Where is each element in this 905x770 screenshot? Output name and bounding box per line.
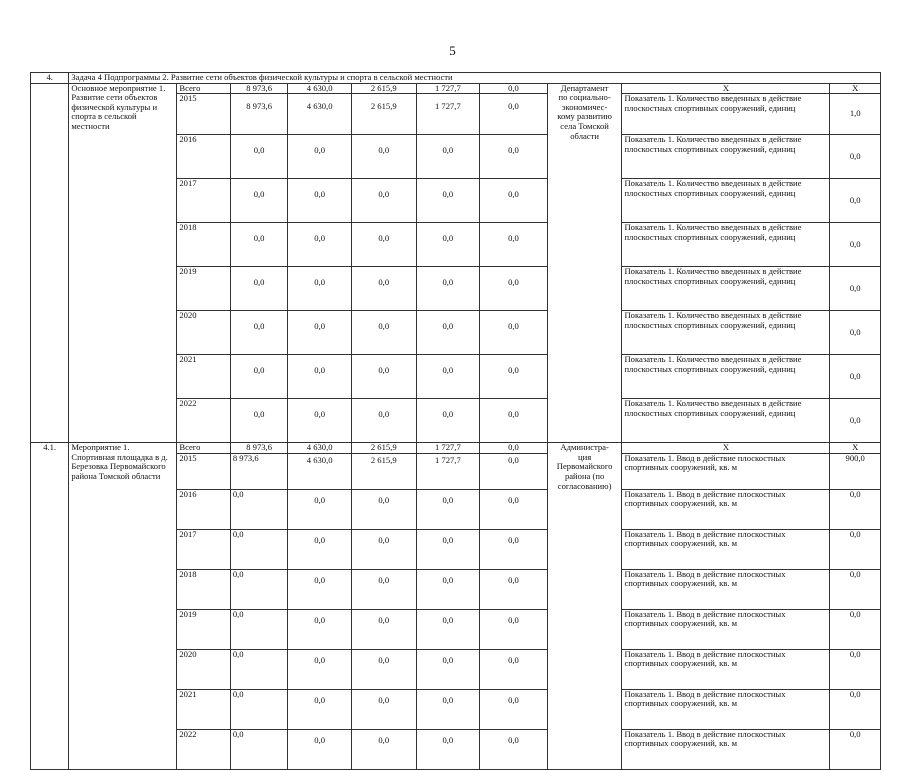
year-cell: 2020 [177, 311, 230, 355]
value-cell: 0,0 [288, 729, 352, 769]
indicator: Показатель 1. Количество введенных в действие плоскостных спортивных сооружений, единиц [622, 94, 830, 135]
value-cell: 0,0 [416, 649, 480, 689]
table-body [31, 73, 881, 770]
value-cell: 0,0 [351, 311, 416, 355]
indicator-value: Х [830, 443, 881, 454]
indicator-value: 1,0 [830, 94, 881, 135]
year-cell: 2018 [177, 569, 230, 609]
year-cell: 2021 [177, 689, 230, 729]
value-cell: 0,0 [480, 267, 548, 311]
indicator: Показатель 1. Количество введенных в действие плоскостных спортивных сооружений, единиц [622, 179, 830, 223]
year-cell: 2018 [177, 223, 230, 267]
value-cell: 0,0 [288, 689, 352, 729]
indicator: Показатель 1. Количество введенных в действие плоскостных спортивных сооружений, единиц [622, 223, 830, 267]
value-cell: 0,0 [416, 729, 480, 769]
value-cell: 0,0 [288, 529, 352, 569]
value-cell: 8 973,6 [230, 453, 288, 489]
value-cell: 0,0 [230, 223, 288, 267]
value-cell: 0,0 [230, 609, 288, 649]
year-cell: 2019 [177, 609, 230, 649]
indicator: Показатель 1. Ввод в действие плоскостных спортивных сооружений, кв. м [622, 649, 830, 689]
activity-name: Мероприятие 1. Спортивная площадка в д. Березовка Первомайского района Томской области [69, 443, 177, 770]
year-cell: 2016 [177, 135, 230, 179]
indicator: Показатель 1. Ввод в действие плоскостных спортивных сооружений, кв. м [622, 609, 830, 649]
indicator-value: 0,0 [830, 529, 881, 569]
value-cell: 0,0 [416, 569, 480, 609]
indicator-value: 0,0 [830, 355, 881, 399]
value-cell: 0,0 [230, 529, 288, 569]
value-cell: 0,0 [351, 399, 416, 443]
value-cell: 0,0 [480, 355, 548, 399]
value-cell: 0,0 [288, 649, 352, 689]
value-cell: 8 973,6 [230, 83, 288, 94]
executor-line: села Томской [560, 120, 609, 131]
value-cell: 0,0 [480, 223, 548, 267]
indicator: Показатель 1. Количество введенных в действие плоскостных спортивных сооружений, единиц [622, 135, 830, 179]
indicator: Показатель 1. Ввод в действие плоскостных спортивных сооружений, кв. м [622, 453, 830, 489]
indicator-value: 0,0 [830, 649, 881, 689]
value-cell: 1 727,7 [416, 83, 480, 94]
value-cell: 0,0 [288, 267, 352, 311]
task-number: 4. [31, 73, 69, 84]
value-cell: 0,0 [480, 179, 548, 223]
value-cell: 0,0 [230, 355, 288, 399]
year-cell: 2017 [177, 179, 230, 223]
value-cell: 0,0 [351, 569, 416, 609]
executor [547, 443, 622, 770]
value-cell: 0,0 [480, 729, 548, 769]
year-cell: Всего [177, 83, 230, 94]
value-cell: 0,0 [480, 311, 548, 355]
value-cell: 0,0 [480, 569, 548, 609]
indicator-value: 0,0 [830, 311, 881, 355]
indicator-value: 0,0 [830, 135, 881, 179]
value-cell: 0,0 [480, 443, 548, 454]
value-cell: 0,0 [351, 489, 416, 529]
value-cell: 0,0 [416, 399, 480, 443]
total-row [31, 83, 881, 94]
value-cell: 0,0 [480, 689, 548, 729]
value-cell: 0,0 [480, 609, 548, 649]
year-cell: 2019 [177, 267, 230, 311]
indicator: Показатель 1. Ввод в действие плоскостных спортивных сооружений, кв. м [622, 529, 830, 569]
executor-line: по социально- [558, 92, 611, 103]
indicator: Показатель 1. Ввод в действие плоскостных спортивных сооружений, кв. м [622, 489, 830, 529]
value-cell: 0,0 [230, 649, 288, 689]
value-cell: 0,0 [288, 223, 352, 267]
value-cell: 0,0 [351, 689, 416, 729]
value-cell: 2 615,9 [351, 83, 416, 94]
value-cell: 0,0 [480, 489, 548, 529]
value-cell: 0,0 [230, 179, 288, 223]
value-cell: 0,0 [351, 135, 416, 179]
indicator-value: 0,0 [830, 399, 881, 443]
indicator-value: 0,0 [830, 689, 881, 729]
value-cell: 0,0 [480, 135, 548, 179]
executor-line: ция [578, 451, 592, 462]
year-cell: Всего [177, 443, 230, 454]
year-cell: 2017 [177, 529, 230, 569]
value-cell: 0,0 [288, 311, 352, 355]
indicator: Показатель 1. Ввод в действие плоскостных спортивных сооружений, кв. м [622, 689, 830, 729]
value-cell: 0,0 [416, 529, 480, 569]
value-cell: 0,0 [230, 689, 288, 729]
value-cell: 0,0 [480, 94, 548, 135]
task-title: Задача 4 Подпрограммы 2. Развитие сети объектов физической культуры и спорта в сельской местности [69, 73, 881, 84]
value-cell: 0,0 [288, 355, 352, 399]
indicator: Показатель 1. Количество введенных в действие плоскостных спортивных сооружений, единиц [622, 267, 830, 311]
value-cell: 0,0 [288, 179, 352, 223]
value-cell: 0,0 [288, 135, 352, 179]
value-cell: 0,0 [351, 529, 416, 569]
executor-line: согласованию) [557, 480, 612, 491]
value-cell: 0,0 [230, 267, 288, 311]
executor-line: области [570, 130, 599, 141]
activity-name: Основное мероприятие 1. Развитие сети объектов физической культуры и спорта в сельской местности [69, 83, 177, 443]
value-cell: 0,0 [351, 609, 416, 649]
value-cell: 4 630,0 [288, 453, 352, 489]
value-cell: 0,0 [351, 223, 416, 267]
value-cell: 0,0 [416, 689, 480, 729]
value-cell: 0,0 [416, 179, 480, 223]
value-cell: 0,0 [416, 489, 480, 529]
value-cell: 0,0 [230, 311, 288, 355]
year-cell: 2016 [177, 489, 230, 529]
executor-line: кому развитию [557, 111, 612, 122]
year-cell: 2020 [177, 649, 230, 689]
executor-line: района (по [564, 470, 605, 481]
indicator-value: 0,0 [830, 569, 881, 609]
year-cell: 2015 [177, 94, 230, 135]
value-cell: 1 727,7 [416, 453, 480, 489]
value-cell: 0,0 [480, 399, 548, 443]
value-cell: 0,0 [230, 489, 288, 529]
value-cell: 0,0 [480, 453, 548, 489]
year-cell: 2015 [177, 453, 230, 489]
year-cell: 2022 [177, 729, 230, 769]
indicator-value: 0,0 [830, 609, 881, 649]
indicator: Показатель 1. Количество введенных в действие плоскостных спортивных сооружений, единиц [622, 311, 830, 355]
row-number [31, 83, 69, 443]
executor-line: Администра- [560, 442, 609, 453]
indicator-value: 0,0 [830, 179, 881, 223]
value-cell: 0,0 [230, 399, 288, 443]
indicator: Х [622, 443, 830, 454]
value-cell: 0,0 [351, 267, 416, 311]
value-cell: 0,0 [230, 729, 288, 769]
indicator-value: 0,0 [830, 223, 881, 267]
value-cell: 4 630,0 [288, 83, 352, 94]
value-cell: 0,0 [351, 179, 416, 223]
executor [547, 83, 622, 443]
value-cell: 8 973,6 [230, 94, 288, 135]
task-row [31, 73, 881, 84]
indicator: Показатель 1. Ввод в действие плоскостных спортивных сооружений, кв. м [622, 729, 830, 769]
executor-line: Первомайского [556, 461, 613, 472]
value-cell: 8 973,6 [230, 443, 288, 454]
value-cell: 0,0 [288, 489, 352, 529]
program-table [30, 72, 881, 770]
value-cell: 0,0 [480, 529, 548, 569]
indicator-value: 0,0 [830, 729, 881, 769]
total-row [31, 443, 881, 454]
value-cell: 0,0 [288, 399, 352, 443]
indicator-value: 0,0 [830, 489, 881, 529]
value-cell: 2 615,9 [351, 94, 416, 135]
value-cell: 0,0 [416, 311, 480, 355]
value-cell: 0,0 [230, 569, 288, 609]
value-cell: 0,0 [416, 355, 480, 399]
year-cell: 2021 [177, 355, 230, 399]
value-cell: 0,0 [351, 649, 416, 689]
value-cell: 0,0 [416, 609, 480, 649]
value-cell: 1 727,7 [416, 94, 480, 135]
indicator-value: Х [830, 83, 881, 94]
row-number: 4.1. [31, 443, 69, 770]
indicator: Х [622, 83, 830, 94]
executor-line: Департамент [560, 83, 609, 93]
value-cell: 0,0 [351, 729, 416, 769]
page-number: 5 [449, 43, 456, 58]
executor-line: экономичес- [561, 101, 608, 112]
value-cell: 2 615,9 [351, 443, 416, 454]
value-cell: 4 630,0 [288, 443, 352, 454]
value-cell: 0,0 [480, 649, 548, 689]
value-cell: 0,0 [351, 355, 416, 399]
indicator-value: 0,0 [830, 267, 881, 311]
value-cell: 0,0 [230, 135, 288, 179]
value-cell: 0,0 [288, 569, 352, 609]
value-cell: 4 630,0 [288, 94, 352, 135]
indicator: Показатель 1. Количество введенных в действие плоскостных спортивных сооружений, единиц [622, 399, 830, 443]
value-cell: 0,0 [480, 83, 548, 94]
indicator-value: 900,0 [830, 453, 881, 489]
year-cell: 2022 [177, 399, 230, 443]
value-cell: 0,0 [416, 135, 480, 179]
indicator: Показатель 1. Ввод в действие плоскостных спортивных сооружений, кв. м [622, 569, 830, 609]
value-cell: 0,0 [416, 223, 480, 267]
value-cell: 2 615,9 [351, 453, 416, 489]
value-cell: 0,0 [416, 267, 480, 311]
indicator: Показатель 1. Количество введенных в действие плоскостных спортивных сооружений, единиц [622, 355, 830, 399]
value-cell: 0,0 [288, 609, 352, 649]
value-cell: 1 727,7 [416, 443, 480, 454]
